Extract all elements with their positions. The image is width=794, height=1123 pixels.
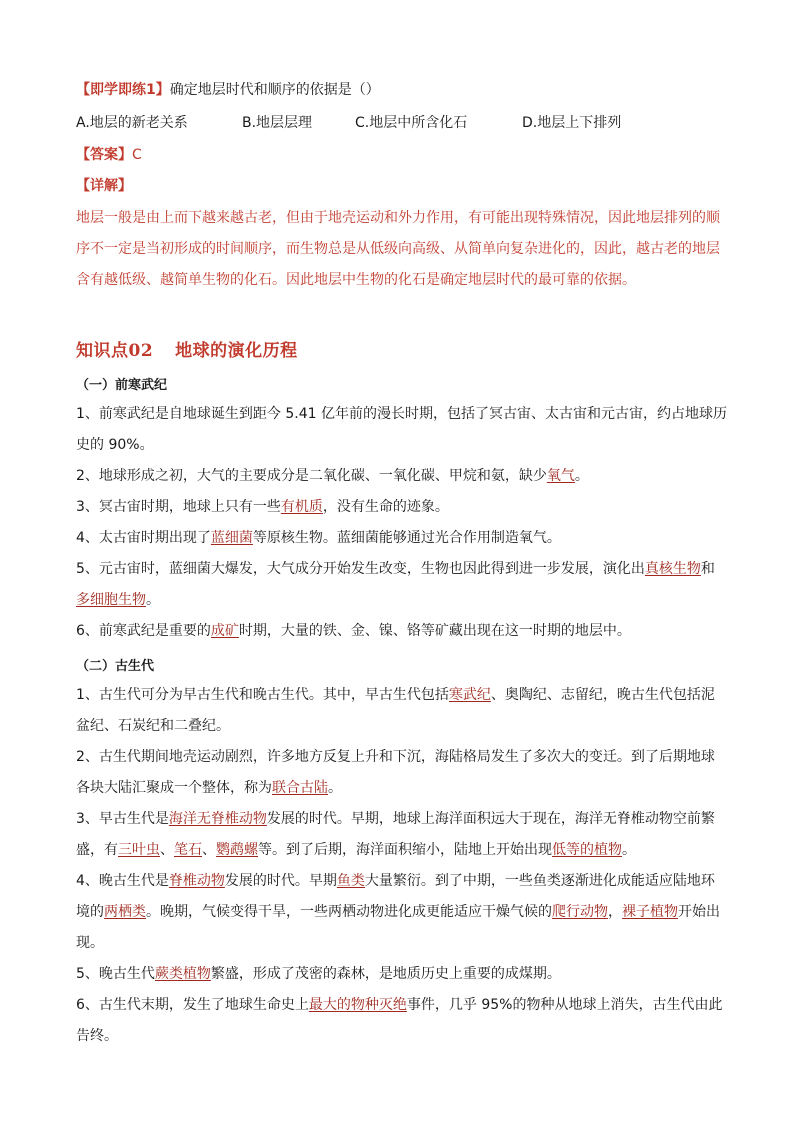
keyword: 鹦鹉螺 [216, 842, 258, 858]
keyword: 三叶虫 [118, 842, 160, 858]
keyword: 多细胞生物 [76, 592, 146, 608]
keyword: 蓝细菌 [210, 530, 253, 546]
text-segment: 4、晚古生代是 [76, 873, 169, 889]
paleozoic-p2-line1: 2、古生代期间地壳运动剧烈，许多地方反复上升和下沉，海陆格局发生了多次大的变迁。到了后期地球 [76, 749, 715, 765]
text-segment: 等原核生物。蓝细菌能够通过光合作用制造氧气。 [252, 530, 561, 546]
paleozoic-p4-line3: 现。 [76, 935, 104, 951]
precambrian-heading: （一）前寒武纪 [76, 378, 168, 393]
question-text: 确定地层时代和顺序的依据是（） [169, 82, 380, 98]
text-segment: 事件，几乎 95%的物种从地球上消失，古生代由此 [406, 997, 723, 1013]
precambrian-p1-line2: 史的 90%。 [76, 437, 154, 453]
precambrian-p5-line1 [76, 559, 715, 579]
section-title [76, 336, 298, 361]
paleozoic-p4-line2 [76, 902, 720, 922]
keyword: 爬行动物 [552, 904, 608, 920]
option-d: D.地层上下排列 [522, 115, 622, 131]
keyword: 脊椎动物 [168, 873, 225, 889]
exercise-tag: 【即学即练1】 [76, 82, 170, 98]
keyword: 氧气 [546, 468, 575, 484]
detail-line-1: 地层一般是由上而下越来越古老，但由于地壳运动和外力作用，有可能出现特殊情况，因此地层排列的顺 [76, 210, 720, 226]
text-segment: 发展的时代。早期，地球上海洋面积远大于现在，海洋无脊椎动物空前繁 [266, 811, 715, 827]
option-b: B.地层层理 [242, 115, 313, 131]
keyword: 寒武纪 [448, 687, 491, 703]
text-segment: 和 [700, 561, 715, 577]
text-segment: 。 [328, 780, 342, 796]
paleozoic-p4-line1 [76, 871, 715, 891]
detail-label: 【详解】 [76, 178, 132, 194]
text-segment: ， [608, 904, 622, 920]
option-c: C.地层中所含化石 [355, 115, 468, 131]
paleozoic-p5 [76, 964, 561, 984]
keyword: 裸子植物 [622, 904, 678, 920]
text-segment: 大量繁衍。到了中期，一些鱼类逐渐进化成能适应陆地环 [364, 873, 715, 889]
paleozoic-heading: （二）古生代 [76, 659, 155, 674]
text-segment: 、 [202, 842, 216, 858]
precambrian-p2 [76, 466, 589, 486]
paleozoic-p6-line2: 告终。 [76, 1028, 118, 1044]
text-segment: 5、元古宙时，蓝细菌大爆发，大气成分开始发生改变，生物也因此得到进一步发展，演化出 [76, 561, 645, 577]
answer-label: 【答案】 [76, 147, 132, 163]
paleozoic-p3-line2 [76, 840, 636, 860]
keyword: 蕨类植物 [154, 966, 211, 982]
keyword: 笔石 [174, 842, 202, 858]
text-segment: 盛，有 [76, 842, 118, 858]
exercise-question [76, 80, 380, 100]
text-segment: 开始出 [678, 904, 720, 920]
text-segment: 1、古生代可分为早古生代和晚古生代。其中，早古生代包括 [76, 687, 449, 703]
answer-value: C [132, 147, 142, 163]
detail-line-3: 含有越低级、越简单生物的化石。因此地层中生物的化石是确定地层时代的最可靠的依据。 [76, 272, 636, 288]
text-segment: 发展的时代。早期 [224, 873, 337, 889]
text-segment: 等。到了后期，海洋面积缩小，陆地上开始出现 [258, 842, 552, 858]
keyword: 低等的植物 [552, 842, 622, 858]
text-segment: 时期，大量的铁、金、镍、铬等矿藏出现在这一时期的地层中。 [238, 623, 631, 639]
paleozoic-p3-line1 [76, 809, 715, 829]
text-segment: 、 [160, 842, 174, 858]
precambrian-p4 [76, 528, 561, 548]
text-segment: ，没有生命的迹象。 [322, 499, 449, 515]
text-segment: 。晚期，气候变得干旱，一些两栖动物进化成更能适应干燥气候的 [146, 904, 552, 920]
keyword: 海洋无脊椎动物 [168, 811, 267, 827]
text-segment: 6、前寒武纪是重要的 [76, 623, 211, 639]
precambrian-p3 [76, 497, 449, 517]
answer-line [76, 145, 142, 165]
text-segment: 3、冥古宙时期，地球上只有一些 [76, 499, 281, 515]
paleozoic-p2-line2 [76, 778, 342, 798]
option-a: A.地层的新老关系 [76, 115, 188, 131]
paleozoic-p1-line1 [76, 685, 715, 705]
text-segment: 、奥陶纪、志留纪，晚古生代包括泥 [490, 687, 715, 703]
text-segment: 。 [574, 468, 589, 484]
keyword: 两栖类 [104, 904, 146, 920]
options-row [76, 113, 724, 133]
keyword: 最大的物种灭绝 [308, 997, 407, 1013]
text-segment: 2、地球形成之初，大气的主要成分是二氧化碳、一氧化碳、甲烷和氨，缺少 [76, 468, 547, 484]
keyword: 成矿 [210, 623, 239, 639]
paleozoic-p6-line1 [76, 995, 722, 1015]
section-name: 地球的演化历程 [175, 341, 298, 361]
precambrian-p5-line2 [76, 590, 160, 610]
paleozoic-p1-line2: 盆纪、石炭纪和二叠纪。 [76, 718, 230, 734]
text-segment: 6、古生代末期，发生了地球生命史上 [76, 997, 309, 1013]
text-segment: 5、晚古生代 [76, 966, 155, 982]
text-segment: 4、太古宙时期出现了 [76, 530, 211, 546]
text-segment: 。 [622, 842, 636, 858]
keyword: 联合古陆 [272, 780, 328, 796]
section-number: 知识点02 [76, 341, 154, 361]
precambrian-p6 [76, 621, 631, 641]
detail-line-2: 序不一定是当初形成的时间顺序，而生物总是从低级向高级、从简单向复杂进化的，因此，越古老的地层 [76, 241, 720, 257]
keyword: 有机质 [280, 499, 323, 515]
text-segment: 3、早古生代是 [76, 811, 169, 827]
keyword: 真核生物 [644, 561, 701, 577]
text-segment: 繁盛，形成了茂密的森林，是地质历史上重要的成煤期。 [210, 966, 561, 982]
text-segment: 。 [146, 592, 160, 608]
precambrian-p1-line1: 1、前寒武纪是自地球诞生到距今 5.41 亿年前的漫长时期，包括了冥古宙、太古宙和元古宙，约占地球历 [76, 406, 727, 422]
text-segment: 境的 [76, 904, 104, 920]
text-segment: 各块大陆汇聚成一个整体，称为 [76, 780, 272, 796]
keyword: 鱼类 [336, 873, 365, 889]
